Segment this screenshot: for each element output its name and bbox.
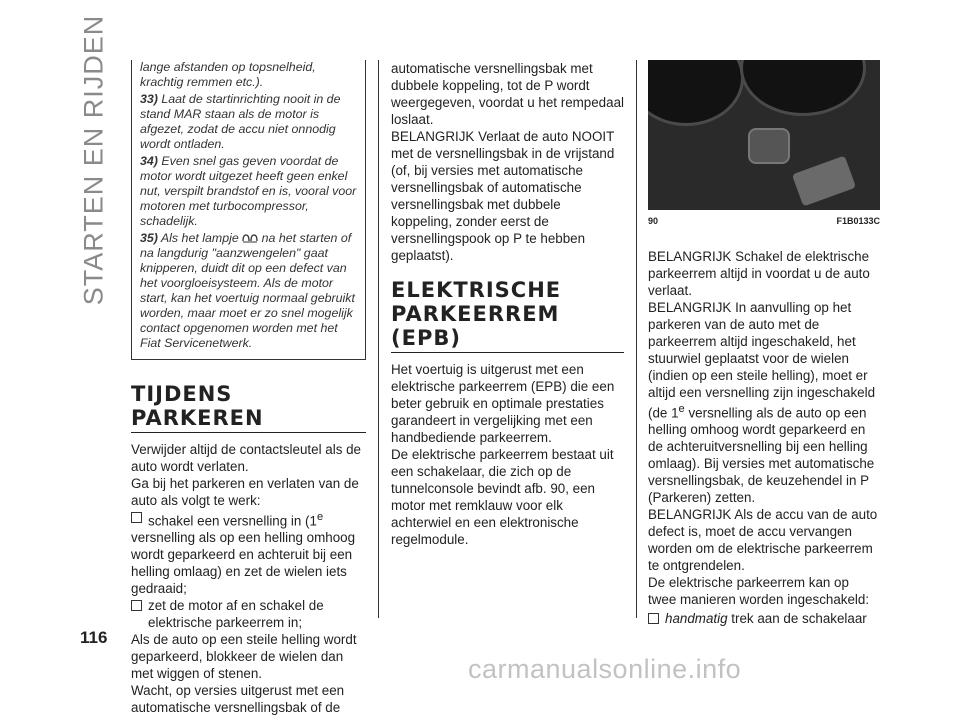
bullet-item	[131, 509, 366, 529]
note-number: 34)	[140, 154, 158, 168]
chapter-side-title	[74, 14, 114, 306]
column-1	[131, 60, 366, 716]
bullet-text	[665, 610, 867, 627]
section-heading-wrap	[391, 278, 624, 353]
bullet-item	[131, 597, 366, 631]
paragraph: De elektrische parkeerrem kan op twee manieren worden ingeschakeld:	[648, 575, 870, 608]
figure-caption	[648, 213, 880, 230]
note-text: Even snel gas geven voordat de motor wordt uitgezet heeft geen enkel nut, verspilt brandstof en is, vooral voor motoren met turbocompressor, schadelijk.	[140, 154, 357, 228]
section-heading-line-2: PARKEERREM (EPB)	[391, 302, 560, 350]
bullet-text	[148, 509, 323, 529]
bullet-text-part: schakel een versnelling in (1	[148, 513, 317, 529]
paragraph: Verwijder altijd de contactsleutel als de auto wordt verlaten.	[131, 442, 362, 474]
section-heading-tijdens-parkeren: TIJDENS PARKEREN	[131, 382, 264, 430]
column-divider	[636, 60, 637, 618]
gear-knob-shape	[748, 128, 790, 164]
paragraph: De elektrische parkeerrem bestaat uit een schakelaar, die zich op de tunnelconsole bevindt afb. 90, een motor met remklauw voor elk achterwiel en een elektronische regelmodule.	[391, 447, 614, 547]
section-heading-wrap	[131, 382, 366, 433]
paragraph: automatische versnellingsbak met dubbele koppeling, tot de P wordt weergegeven, voordat u het rempedaal loslaat.	[391, 61, 625, 127]
bullet-text-part: trek aan de schakelaar	[731, 611, 867, 627]
page-number: 116	[80, 628, 108, 647]
paragraph: Het voertuig is uitgerust met een elektrische parkeerrem (EPB) die een beter gebruik en optimale prestaties garandeert in vergelijking met een handbediende parkeerrem.	[391, 362, 615, 445]
epb-switch-shape	[792, 155, 856, 206]
figure-number: 90	[648, 216, 659, 226]
bullet-square-icon	[131, 600, 142, 611]
bullet-text: zet de motor af en schakel de elektrische parkeerrem in;	[148, 598, 324, 631]
figure-code: F1B0133C	[836, 216, 880, 226]
figure-epb-switch-photo	[648, 60, 880, 210]
note-intro: lange afstanden op topsnelheid, krachtig remmen etc.).	[140, 60, 316, 89]
paragraph: Ga bij het parkeren en verlaten van de auto als volgt te werk:	[131, 476, 359, 508]
bullet-square-icon	[131, 512, 142, 523]
chapter-title-text: STARTEN EN RIJDEN	[78, 14, 109, 306]
note-number: 35)	[140, 231, 158, 245]
cup-holder-shape	[740, 60, 866, 116]
column-2	[391, 60, 624, 548]
note-item-35	[140, 231, 359, 351]
paragraph: BELANGRIJK Als de accu van de auto defect is, moet de accu vervangen worden om de elektrische parkeerrem te ontgrendelen.	[648, 507, 878, 574]
paragraph: versnelling als op een helling omhoog wordt geparkeerd en achteruit bij een helling omlaag) en zet de wielen iets gedraaid;	[131, 530, 356, 597]
note-item-34	[140, 154, 359, 229]
bullet-emphasis: handmatig	[665, 611, 728, 627]
paragraph: Als de auto op een steile helling wordt geparkeerd, blokkeer de wielen dan met wiggen of stenen.	[131, 632, 357, 682]
superscript: e	[316, 511, 324, 523]
note-item-33	[140, 92, 359, 152]
column-3	[648, 60, 880, 627]
superscript: e	[678, 403, 685, 415]
paragraph-part: versnelling als de auto op een helling omhoog wordt geparkeerd en de achteruitversnelling bij een helling omlaag). Bij versies met automatische versnellingsbak, de keuzehendel in P (Parkeren) zetten.	[648, 405, 875, 506]
note-text: Laat de startinrichting nooit in de stand MAR staan als de motor is afgezet, zodat de accu niet onnodig wordt ontladen.	[140, 92, 341, 151]
warning-notes-box	[131, 60, 366, 360]
paragraph: Wacht, op versies uitgerust met een automatische versnellingsbak of de	[131, 683, 345, 716]
bullet-item	[648, 610, 880, 627]
glow-plug-icon	[242, 234, 258, 243]
note-text: Als het lampje	[160, 231, 239, 245]
paragraph: BELANGRIJK Schakel de elektrische parkeerrem altijd in voordat u de auto verlaat.	[648, 249, 870, 298]
note-text: na het starten of na langdurig "aanzwengelen" gaat knipperen, duidt dit op een defect van het voorgloeisysteem. Als de motor start, kan het voertuig normaal gebruikt worden, maar moet er zo snel mogelijk contact opgenomen worden met het Fiat Servicenetwerk.	[140, 231, 355, 350]
column-divider	[378, 60, 379, 618]
watermark: carmanualsonline.info	[468, 654, 742, 684]
cup-holder-shape	[648, 60, 744, 126]
section-heading-line-1: ELEKTRISCHE	[391, 278, 562, 302]
paragraph-part: BELANGRIJK In aanvulling op het parkeren van de auto met de parkeerrem altijd ingeschakeld, het stuurwiel geplaatst voor de wielen (indien op een steile helling), moet er altijd een versnelling zijn ingeschakeld (de 1	[648, 300, 876, 421]
paragraph	[648, 299, 880, 506]
bullet-square-icon	[648, 613, 659, 624]
note-number: 33)	[140, 92, 158, 106]
paragraph: BELANGRIJK Verlaat de auto NOOIT met de versnellingsbak in de vrijstand (of, bij versies met automatische versnellingsbak of automatische versnellingsbak met dubbele koppeling, zonder eerst de versnellingspook op P te hebben geplaatst).	[391, 129, 615, 263]
